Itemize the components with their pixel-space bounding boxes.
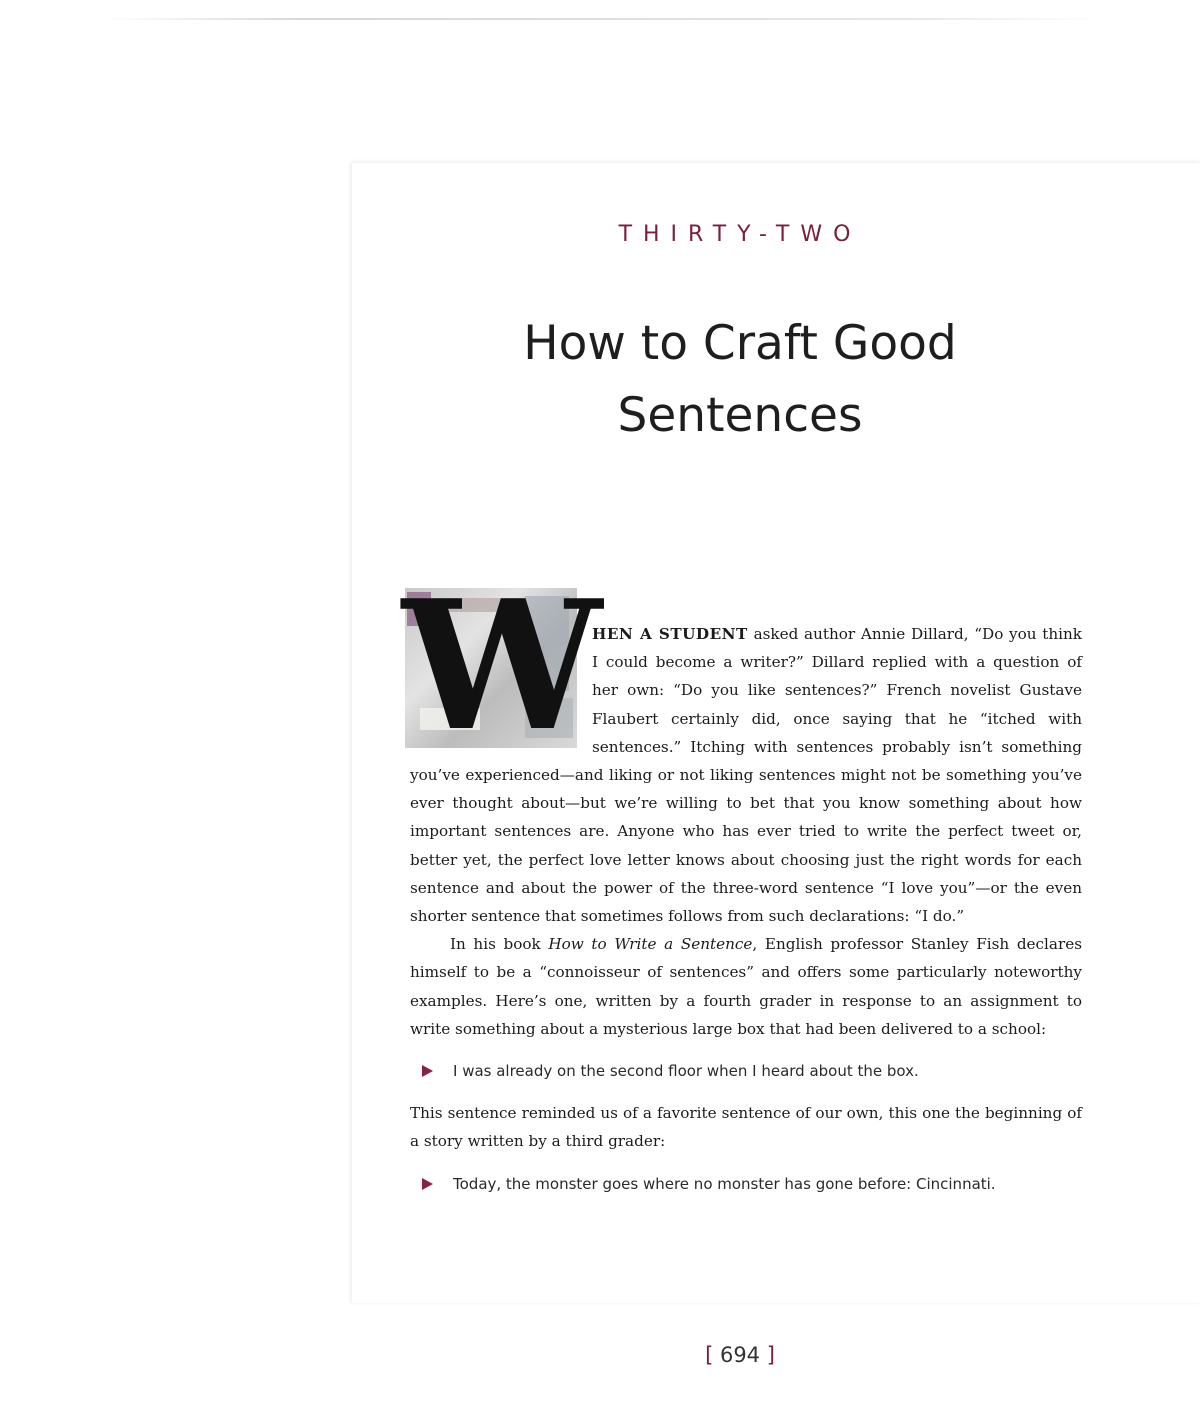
page-number-value: 694 [719, 1343, 761, 1367]
example-sentence-1 [422, 1057, 1082, 1085]
example-text: I was already on the second floor when I heard about the box. [453, 1062, 919, 1081]
chapter-title-line2: Sentences [617, 388, 863, 443]
scan-edge-line [105, 18, 1105, 20]
drop-cap-letter: W [402, 561, 602, 770]
paragraph-1-text: asked author Annie Dillard, “Do you think I could become a writer?” Dillard replied with a question of her own: “Do you like sentences?” French novelist Gustave Flaubert certainly did, once saying that he “itched with sentences.” Itching with sentences probably isn’t something you’ve experienced—and liking or not liking sentences might not be something you’ve ever thought about—but we’re willing to bet that you know something about how important sentences are. Anyone who has ever tried to write the perfect tweet or, better yet, the perfect love letter knows about choosing just the right words for each sentence and about the power of the three-word sentence “I love you”—or the even shorter sentence that sometimes follows from such declarations: “I do.” [410, 625, 1082, 926]
chapter-title-line1: How to Craft Good [523, 316, 957, 371]
paragraph-3: This sentence reminded us of a favorite sentence of our own, this one the beginning of a story written by a third grader: [410, 1104, 1082, 1151]
example-sentence-2 [422, 1170, 1082, 1198]
example-text: Today, the monster goes where no monster has gone before: Cincinnati. [453, 1174, 996, 1193]
lead-in: HEN A STUDENT [592, 625, 748, 643]
body-text [410, 620, 1082, 1212]
paragraph-1 [410, 620, 1082, 930]
triangle-bullet-icon [422, 1178, 433, 1190]
chapter-title [440, 308, 1040, 452]
paragraph-2 [410, 930, 1082, 1043]
chapter-number: THIRTY-TWO [618, 222, 862, 247]
paragraph-2-text-cont: , English professor Stanley Fish declares himself to be a “connoisseur of sentences” and offers some particularly noteworthy examples. Here’s one, written by a fourth grader in response to an assignment to write something about a mysterious large box that had been delivered to a school: [410, 935, 1082, 1038]
book-title: How to Write a Sentence [548, 935, 753, 954]
page-number: [ 694 ] [705, 1343, 775, 1367]
paragraph-2-text: In his book [450, 935, 549, 954]
triangle-bullet-icon [422, 1065, 433, 1077]
